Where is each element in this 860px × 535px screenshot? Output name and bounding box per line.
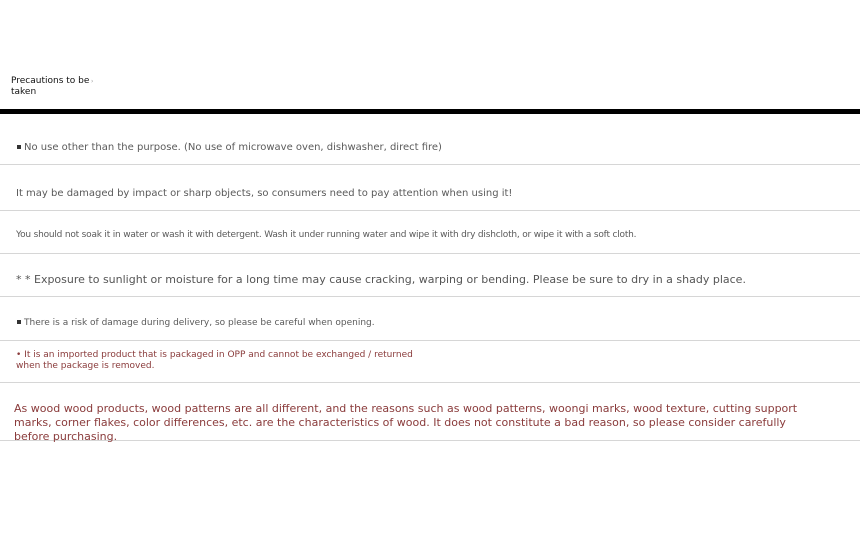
precaution-text-highlight: • It is an imported product that is packaged in OPP and cannot be exchanged / returned when the package is removed. (16, 350, 413, 371)
square-bullet-icon (17, 145, 21, 149)
precaution-item (0, 165, 860, 211)
precaution-item (0, 114, 860, 165)
chevron-right-icon: › (91, 78, 94, 85)
page-title-text: Precautions to be taken (11, 76, 90, 97)
page-title (11, 76, 96, 98)
precaution-item (0, 297, 860, 341)
precaution-item (0, 383, 860, 441)
precaution-text-highlight: As wood wood products, wood patterns are all different, and the reasons such as wood patterns, woongi marks, wood texture, cutting support marks, corner flakes, color differences, etc. are the characteristics of wood. It does not constitute a bad reason, so please consider carefully before purchasing. (14, 402, 798, 443)
precaution-text: It may be damaged by impact or sharp objects, so consumers need to pay attention when using it! (16, 188, 513, 199)
precaution-text: * * Exposure to sunlight or moisture for a long time may cause cracking, warping or bending. Please be sure to dry in a shady place. (16, 273, 746, 286)
precaution-item (0, 254, 860, 297)
precaution-text: No use other than the purpose. (No use of microwave oven, dishwasher, direct fire) (24, 142, 442, 153)
precaution-text: You should not soak it in water or wash it with detergent. Wash it under running water and wipe it with dry dishcloth, or wipe it with a soft cloth. (16, 230, 637, 240)
precaution-text: There is a risk of damage during delivery, so please be careful when opening. (24, 318, 375, 328)
precaution-item (0, 211, 860, 254)
square-bullet-icon (17, 320, 21, 324)
precaution-item (0, 341, 860, 383)
